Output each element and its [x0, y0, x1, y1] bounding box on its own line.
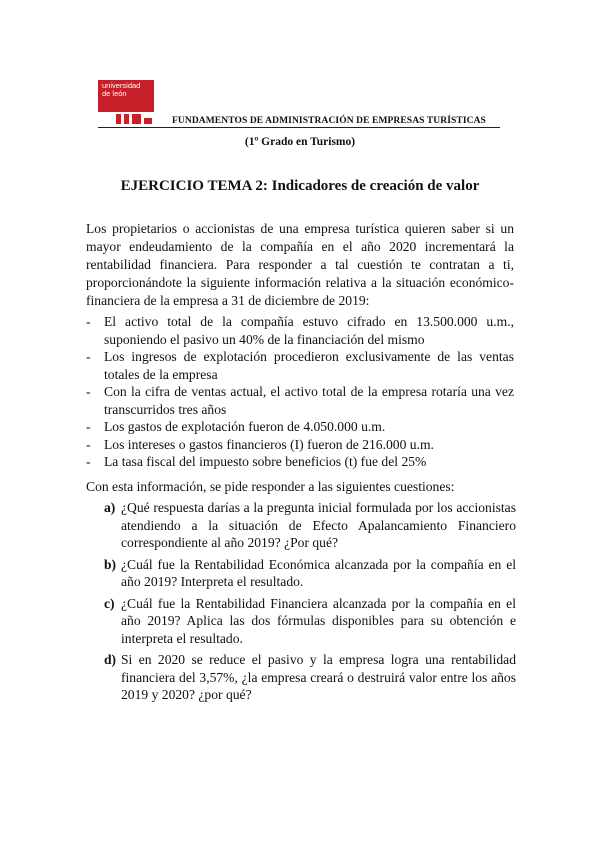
logo-text-line1: universidad	[102, 81, 141, 90]
course-title: FUNDAMENTOS DE ADMINISTRACIÓN DE EMPRESAS TURÍSTICAS	[172, 116, 486, 126]
question-text: ¿Cuál fue la Rentabilidad Financiera alcanzada por la compañía en el año 2019? Aplica las dos fórmulas disponibles para su obtención e interpreta el resultado.	[121, 595, 516, 646]
logo-text	[102, 82, 140, 98]
header-divider	[98, 127, 500, 128]
logo-pixel	[124, 114, 129, 124]
question-item	[104, 499, 516, 552]
university-logo	[98, 80, 154, 126]
list-item: - Los gastos de explotación fueron de 4.050.000 u.m.	[86, 418, 514, 436]
questions-list	[104, 499, 516, 708]
logo-pixel	[116, 114, 121, 124]
question-text: ¿Cuál fue la Rentabilidad Económica alcanzada por la compañía en el año 2019? Interpreta el resultado.	[121, 556, 516, 589]
list-item: - Con la cifra de ventas actual, el activo total de la empresa rotaría una vez transcurridos tres años	[86, 383, 514, 418]
question-letter: d)	[104, 652, 117, 667]
logo-text-line2: de león	[102, 89, 127, 98]
question-item	[104, 651, 516, 704]
question-letter: c)	[104, 595, 115, 611]
logo-pixel	[144, 118, 152, 124]
question-item	[104, 556, 516, 591]
question-text: Si en 2020 se reduce el pasivo y la empresa logra una rentabilidad financiera del 3,57%, ¿la empresa creará o destruirá valor entre los años 2019 y 2020? ¿por qué?	[121, 652, 516, 702]
list-item: - Los ingresos de explotación procedieron exclusivamente de las ventas totales de la empresa	[86, 348, 514, 383]
exercise-title: EJERCICIO TEMA 2: Indicadores de creación de valor	[120, 178, 480, 194]
list-item: - Los intereses o gastos financieros (I) fueron de 216.000 u.m.	[86, 436, 514, 454]
intro-paragraph: Los propietarios o accionistas de una empresa turística quieren saber si un mayor endeudamiento de la compañía en el año 2020 incrementará la rentabilidad financiera. Para responder a tal cuestión te contratan a ti, proporcionándote la siguiente información relativa a la situación económico-financiera de la empresa a 31 de diciembre de 2019:	[86, 221, 514, 308]
question-text: ¿Qué respuesta darías a la pregunta inicial formulada por los accionistas atendiendo a la situación de Efecto Apalancamiento Financiero correspondiente al año 2019? ¿Por qué?	[121, 500, 516, 550]
list-item: - La tasa fiscal del impuesto sobre beneficios (t) fue del 25%	[86, 453, 514, 471]
questions-lead: Con esta información, se pide responder a las siguientes cuestiones:	[86, 479, 455, 494]
question-letter: b)	[104, 556, 117, 572]
question-item	[104, 595, 516, 648]
logo-pixel	[132, 114, 141, 124]
data-list	[86, 313, 514, 471]
list-item: - El activo total de la compañía estuvo cifrado en 13.500.000 u.m., suponiendo el pasivo un 40% de la financiación del mismo	[86, 313, 514, 348]
degree-label: (1º Grado en Turismo)	[244, 136, 356, 148]
question-letter: a)	[104, 500, 116, 515]
